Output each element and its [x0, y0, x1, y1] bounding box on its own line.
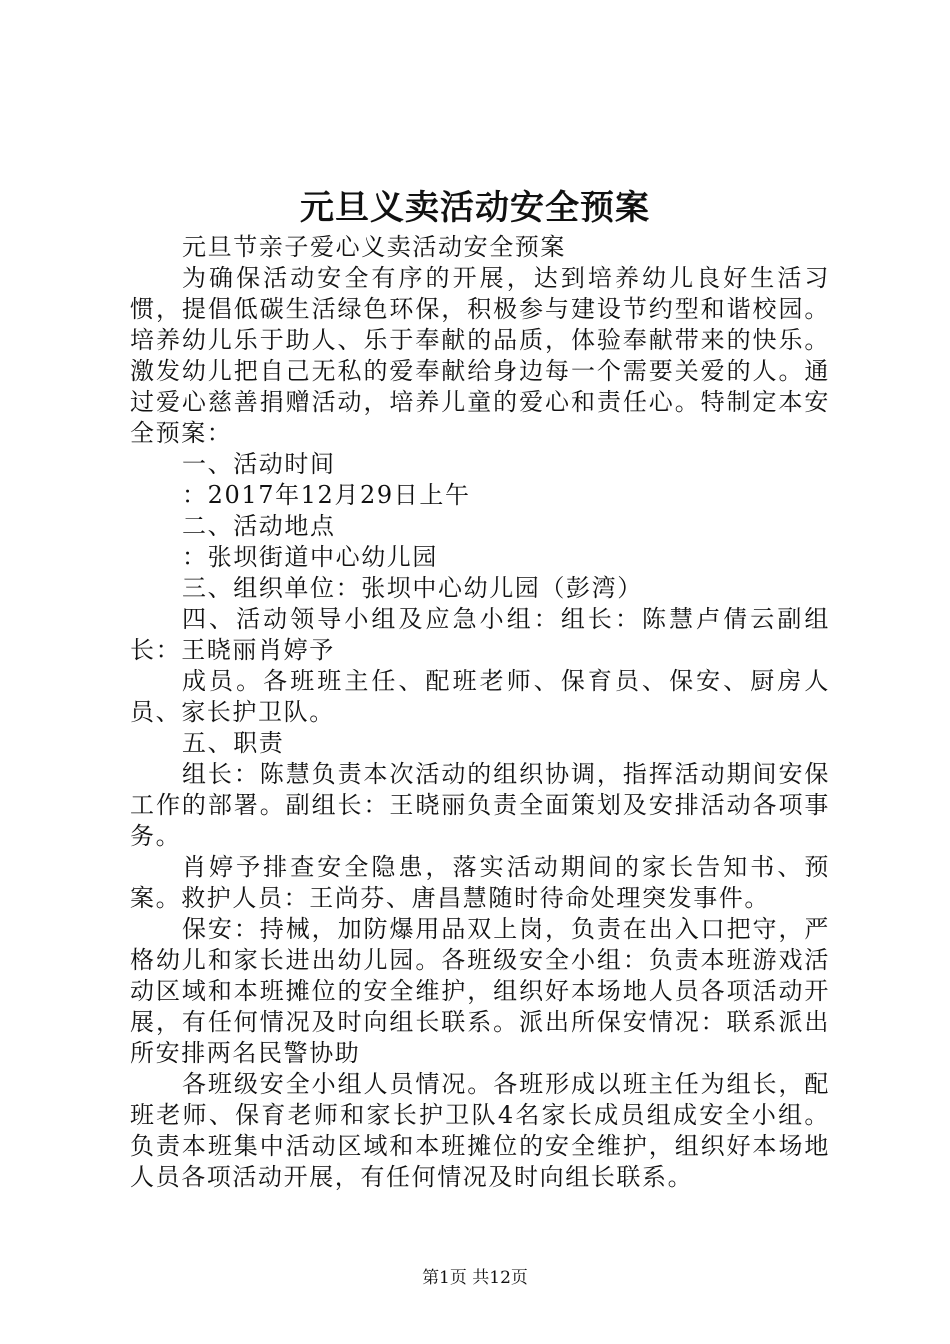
- paragraph-members: 成员。各班班主任、配班老师、保育员、保安、厨房人员、家长护卫队。: [130, 667, 830, 726]
- document-body: [130, 232, 830, 1193]
- paragraph-organizer: 三、组织单位：张坝中心幼儿园（彭湾）: [182, 574, 643, 602]
- heading-activity-time: 一、活动时间: [182, 450, 336, 478]
- page-number-footer: 第1页 共12页: [422, 1268, 528, 1288]
- document-title: 元旦义卖活动安全预案: [300, 188, 650, 228]
- paragraph-leader-duties: 组长：陈慧负责本次活动的组织协调，指挥活动期间安保工作的部署。副组长：王晓丽负责全面策划及安排活动各项事务。: [130, 760, 830, 850]
- heading-activity-location: 二、活动地点: [182, 512, 336, 540]
- paragraph-purpose: 为确保活动安全有序的开展，达到培养幼儿良好生活习惯，提倡低碳生活绿色环保，积极参与建设节约型和谐校园。培养幼儿乐于助人、乐于奉献的品质，体验奉献带来的快乐。激发幼儿把自己无私的爱奉献给身边每一个需要关爱的人。通过爱心慈善捐赠活动，培养儿童的爱心和责任心。特制定本安全预案：: [130, 264, 830, 447]
- paragraph-subtitle: 元旦节亲子爱心义卖活动安全预案: [182, 233, 566, 261]
- paragraph-leadership-group: 四、活动领导小组及应急小组：组长：陈慧卢倩云副组长：王晓丽肖婷予: [130, 605, 830, 664]
- paragraph-class-safety-groups: 各班级安全小组人员情况。各班形成以班主任为组长，配班老师、保育老师和家长护卫队4名家长成员组成安全小组。负责本班集中活动区域和本班摊位的安全维护，组织好本场地人员各项活动开展，有任何情况及时向组长联系。: [130, 1070, 830, 1191]
- paragraph-safety-check: 肖婷予排查安全隐患，落实活动期间的家长告知书、预案。救护人员：王尚芬、唐昌慧随时待命处理突发事件。: [130, 853, 830, 912]
- paragraph-security: 保安：持械，加防爆用品双上岗，负责在出入口把守，严格幼儿和家长进出幼儿园。各班级安全小组：负责本班游戏活动区域和本班摊位的安全维护，组织好本场地人员各项活动开展，有任何情况及时向组长联系。派出所保安情况：联系派出所安排两名民警协助: [130, 915, 830, 1067]
- paragraph-activity-location: ：张坝街道中心幼儿园: [182, 543, 438, 571]
- paragraph-activity-time: ：2017年12月29日上午: [182, 481, 471, 509]
- heading-duties: 五、职责: [182, 729, 285, 757]
